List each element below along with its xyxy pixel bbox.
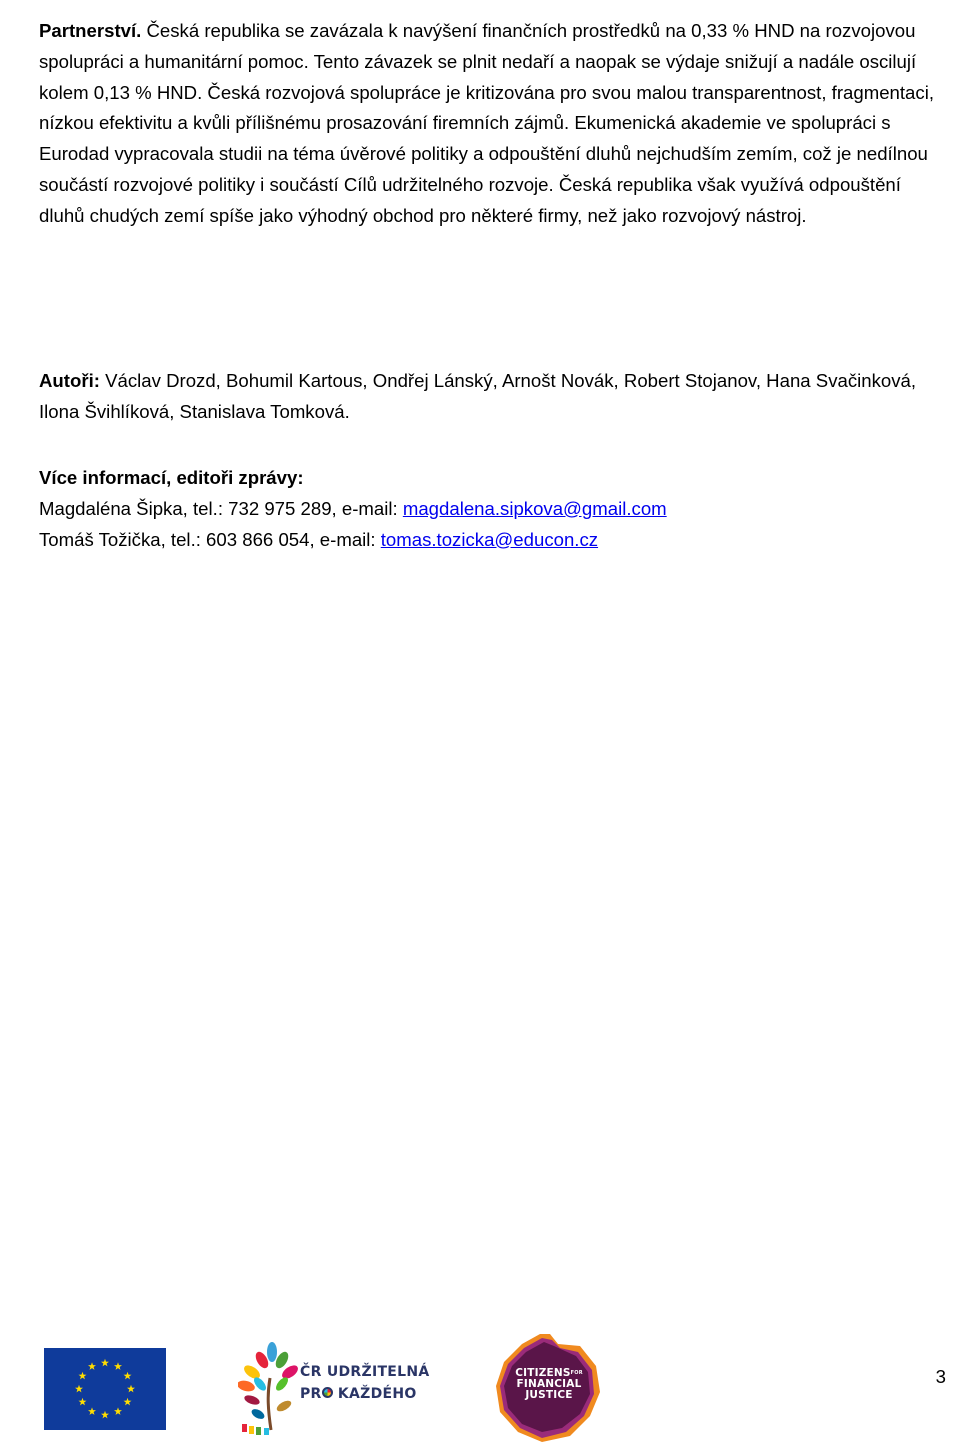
cr-sustainable-logo — [238, 1340, 428, 1435]
authors-section — [39, 366, 939, 428]
cfj-logo-text — [504, 1368, 594, 1401]
paragraph-text: Česká republika se zavázala k navýšení finančních prostředků na 0,33 % HND na rozvojovou spolupráci a humanitární pomoc. Tento závazek se plnit nedaří a naopak se výdaje snižují a nadále oscilují kolem 0,13 % HND. Česká rozvojová spolupráce je kritizována pro svou malou transparentnost, fragmentaci, nízkou efektivitu a kvůli přílišnému prosazování firemních zájmů. Ekumenická akademie ve spolupráci s Eurodad vypracovala studii na téma úvěrové politiky a odpouštění dluhů nejchudším zemím, což je nedílnou součástí rozvojové politiky i součástí Cílů udržitelného rozvoje. Česká republika však využívá odpouštění dluhů chudých zemí spíše jako výhodný obchod pro některé firmy, než jako rozvojový nástroj. — [39, 20, 934, 226]
cr-logo-line1: ČR UDRŽITELNÁ — [300, 1364, 430, 1380]
tree-icon — [238, 1340, 300, 1435]
eu-flag-logo — [44, 1348, 166, 1430]
authors-names: Václav Drozd, Bohumil Kartous, Ondřej Lánský, Arnošt Novák, Robert Stojanov, Hana Svačinková, Ilona Švihlíková, Stanislava Tomková. — [39, 370, 917, 422]
eu-flag-icon — [44, 1348, 166, 1430]
contacts-section — [39, 463, 939, 555]
authors-label: Autoři: — [39, 370, 100, 391]
partnership-paragraph — [39, 16, 939, 232]
contact-prefix: Tomáš Tožička, tel.: 603 866 054, e-mail: — [39, 528, 381, 550]
cfj-line2: FINANCIAL — [516, 1378, 582, 1390]
cr-logo-text — [300, 1361, 430, 1405]
email-link-sipka[interactable]: magdalena.sipkova@gmail.com — [402, 497, 667, 519]
cfj-line3: JUSTICE — [525, 1389, 573, 1401]
cr-logo-o-icon — [322, 1387, 333, 1398]
email-link-tozicka[interactable]: tomas.tozicka@educon.cz — [380, 528, 599, 550]
cfj-line1: CITIZENS — [515, 1367, 571, 1379]
cfj-logo — [492, 1332, 604, 1444]
cr-logo-line2-pre: PR — [300, 1386, 322, 1402]
page-number: 3 — [935, 1366, 946, 1387]
cr-logo-line2-post: KAŽDÉHO — [332, 1386, 417, 1402]
contact-line — [39, 494, 939, 525]
contacts-heading: Více informací, editoři zprávy: — [39, 467, 304, 488]
cfj-line1-small: FOR — [570, 1370, 583, 1376]
paragraph-heading: Partnerství. — [39, 20, 142, 41]
contact-line — [39, 525, 939, 556]
cr-logo-line2 — [300, 1383, 430, 1405]
contact-prefix: Magdaléna Šipka, tel.: 732 975 289, e-mail: — [39, 497, 403, 519]
